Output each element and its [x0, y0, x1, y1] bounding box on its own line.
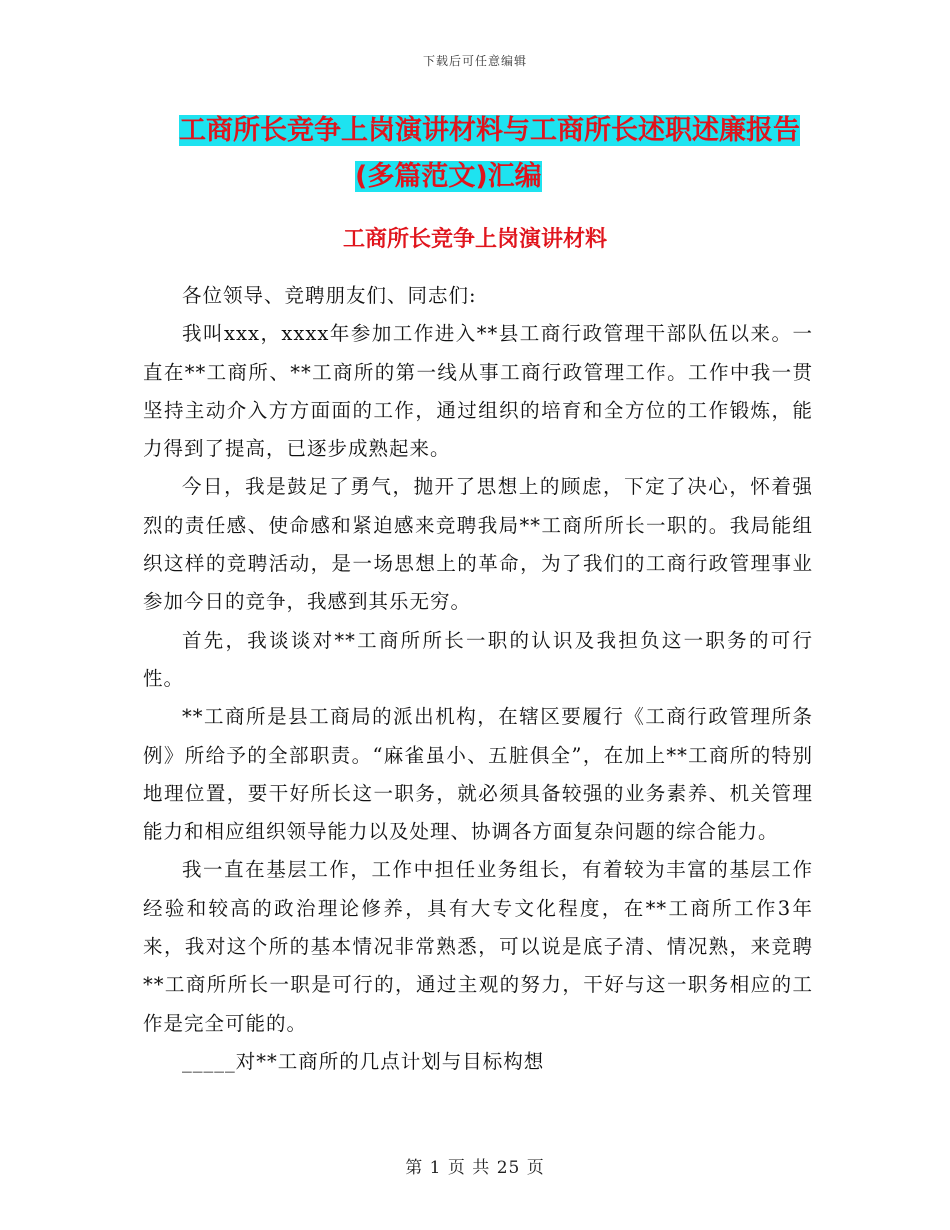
- page-number-footer: 第 1 页 共 25 页: [405, 1158, 545, 1178]
- title-line-2: (多篇范文)汇编: [355, 161, 542, 192]
- header-note: 下载后可任意编辑: [422, 54, 527, 68]
- paragraph: 我一直在基层工作，工作中担任业务组长，有着较为丰富的基层工作经验和较高的政治理论修养，具有大专文化程度，在**工商所工作3年来，我对这个所的基本情况非常熟悉，可以说是底子清、情况熟，来竞聘**工商所所长一职是可行的，通过主观的努力，干好与这一职务相应的工作是完全可能的。: [143, 858, 813, 1035]
- paragraph: **工商所是县工商局的派出机构，在辖区要履行《工商行政管理所条例》所给予的全部职责。“麻雀虽小、五脏俱全”，在加上**工商所的特别地理位置，要干好所长这一职务，就必须具备较强的业务素养、机关管理能力和相应组织领导能力以及处理、协调各方面复杂问题的综合能力。: [143, 705, 813, 844]
- paragraph-salutation: 各位领导、竞聘朋友们、同志们:: [182, 284, 477, 307]
- paragraph: 今日，我是鼓足了勇气，抛开了思想上的顾虑，下定了决心，怀着强烈的责任感、使命感和紧迫感来竞聘我局**工商所所长一职的。我局能组织这样的竞聘活动，是一场思想上的革命，为了我们的工商行政管理事业参加今日的竞争，我感到其乐无穷。: [143, 475, 813, 614]
- section-title: 工商所长竞争上岗演讲材料: [342, 227, 607, 252]
- title-line-1: 工商所长竞争上岗演讲材料与工商所长述职述廉报告: [179, 115, 800, 146]
- paragraph: 首先，我谈谈对**工商所所长一职的认识及我担负这一职务的可行性。: [143, 628, 813, 690]
- document-title: [130, 108, 830, 200]
- paragraph-subheading: _____对**工商所的几点计划与目标构想: [182, 1049, 545, 1073]
- document-body: [143, 277, 813, 1081]
- paragraph: 我叫xxx，xxxx年参加工作进入**县工商行政管理干部队伍以来。一直在**工商所、**工商所的第一线从事工商行政管理工作。工作中我一贯坚持主动介入方方面面的工作，通过组织的培育和全方位的工作锻炼，能力得到了提高，已逐步成熟起来。: [143, 322, 813, 461]
